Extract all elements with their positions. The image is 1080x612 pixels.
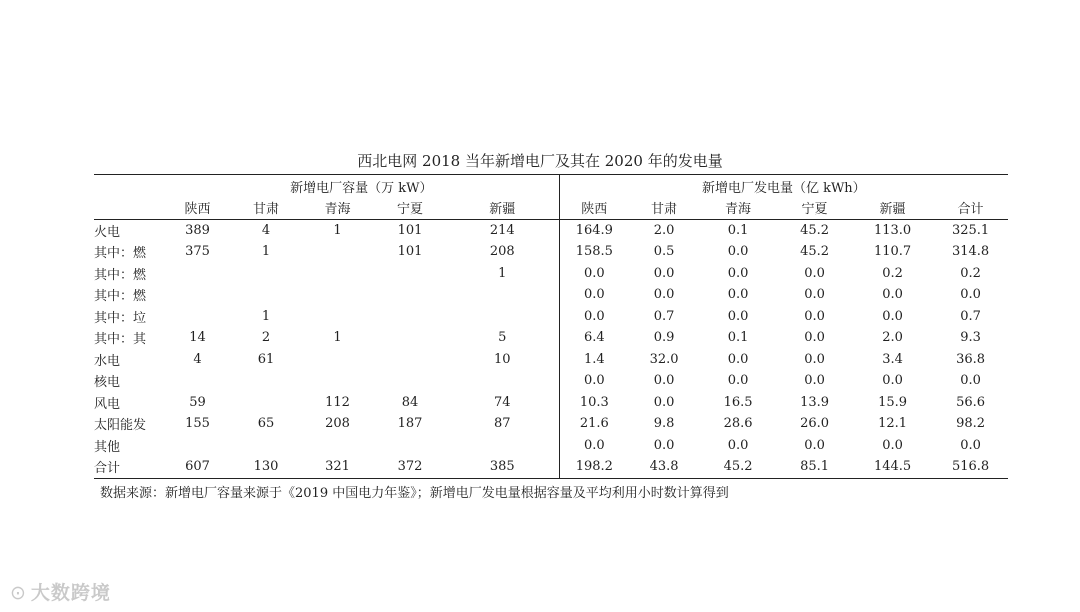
capacity-column-header: 甘肃	[231, 197, 301, 219]
capacity-cell: 4	[193, 351, 202, 367]
generation-cell: 0.0	[804, 308, 825, 324]
capacity-cell: 2	[261, 330, 271, 346]
capacity-column-header: 新疆	[446, 197, 559, 219]
generation-cell: 0.0	[804, 373, 825, 389]
table-row	[94, 284, 1008, 306]
generation-cell: 0.0	[559, 306, 629, 328]
capacity-cell: 61	[257, 351, 275, 367]
row-label: 水电	[94, 353, 121, 369]
generation-cell: 0.0	[882, 308, 903, 324]
generation-cell: 13.9	[800, 394, 830, 410]
generation-cell: 0.0	[653, 394, 675, 410]
capacity-cell: 101	[397, 244, 423, 260]
row-label: 火电	[94, 224, 121, 240]
generation-cell: 0.0	[727, 308, 749, 324]
watermark	[10, 578, 111, 605]
capacity-cell: 4	[261, 222, 271, 238]
capacity-cell: 155	[185, 416, 210, 432]
table-row	[94, 370, 1008, 392]
capacity-cell	[301, 241, 374, 263]
capacity-cell	[231, 263, 301, 285]
capacity-cell	[301, 435, 374, 457]
generation-cell: 0.0	[727, 437, 749, 453]
generation-cell: 144.5	[852, 456, 933, 478]
generation-total-cell: 0.0	[960, 373, 981, 389]
watermark-text: 大数跨境	[30, 582, 111, 604]
capacity-cell: 607	[164, 456, 231, 478]
generation-cell: 0.0	[559, 370, 629, 392]
generation-cell: 0.0	[804, 437, 825, 453]
capacity-cell	[446, 284, 559, 306]
generation-column-header: 合计	[933, 197, 1008, 219]
capacity-cell: 208	[489, 244, 515, 260]
generation-total-cell: 36.8	[956, 351, 986, 367]
generation-total-cell: 98.2	[956, 416, 986, 432]
capacity-column-header: 宁夏	[374, 197, 446, 219]
header-empty-cell	[94, 175, 164, 198]
generation-cell: 45.2	[800, 222, 830, 238]
capacity-cell: 59	[189, 394, 206, 410]
capacity-cell: 65	[257, 416, 275, 432]
generation-cell: 28.6	[723, 416, 753, 432]
header-empty-cell	[94, 197, 164, 219]
generation-cell: 45.2	[800, 244, 830, 260]
generation-total-cell: 0.7	[960, 308, 981, 324]
generation-cell: 0.0	[882, 373, 903, 389]
generation-cell: 0.0	[653, 265, 675, 281]
generation-cell: 0.0	[653, 287, 675, 303]
capacity-cell	[164, 284, 231, 306]
capacity-cell	[301, 370, 374, 392]
generation-cell: 0.0	[559, 284, 629, 306]
capacity-group-header: 新增电厂容量（万 kW）	[164, 175, 559, 198]
capacity-cell: 1	[498, 265, 507, 281]
generation-cell: 32.0	[649, 351, 679, 367]
generation-total-cell: 516.8	[933, 456, 1008, 478]
capacity-cell	[231, 392, 301, 414]
generation-total-cell: 0.0	[960, 287, 981, 303]
capacity-cell	[164, 435, 231, 457]
capacity-cell	[301, 306, 374, 328]
capacity-cell	[446, 435, 559, 457]
capacity-cell	[374, 284, 446, 306]
row-label: 其中：燃	[94, 267, 147, 283]
capacity-cell: 74	[494, 394, 511, 410]
generation-cell: 26.0	[800, 416, 830, 432]
generation-cell: 15.9	[878, 394, 908, 410]
generation-cell: 0.0	[727, 244, 749, 260]
generation-cell: 198.2	[559, 456, 629, 478]
generation-cell: 0.0	[882, 287, 903, 303]
generation-total-cell: 56.6	[956, 394, 986, 410]
generation-cell: 0.0	[727, 351, 749, 367]
capacity-cell: 321	[301, 456, 374, 478]
capacity-cell: 1	[333, 222, 342, 238]
capacity-cell	[374, 370, 446, 392]
capacity-cell	[374, 349, 446, 371]
generation-cell: 164.9	[559, 219, 629, 241]
generation-cell: 6.4	[559, 327, 629, 349]
row-label: 其中：燃	[94, 246, 147, 262]
generation-total-cell: 0.2	[960, 265, 981, 281]
generation-total-cell: 0.0	[960, 437, 981, 453]
capacity-cell	[164, 263, 231, 285]
row-label: 其中：其	[94, 332, 147, 348]
capacity-cell: 1	[333, 330, 342, 346]
generation-cell: 110.7	[873, 244, 912, 260]
table-row	[94, 413, 1008, 435]
generation-cell: 0.0	[804, 330, 825, 346]
capacity-cell	[301, 263, 374, 285]
header-group-row	[94, 175, 1008, 198]
row-label: 合计	[94, 456, 164, 478]
capacity-cell	[164, 370, 231, 392]
capacity-cell	[164, 306, 231, 328]
generation-group-header: 新增电厂发电量（亿 kWh）	[559, 175, 1008, 198]
row-label: 核电	[94, 375, 121, 391]
capacity-cell: 187	[397, 416, 423, 432]
generation-cell: 10.3	[559, 392, 629, 414]
row-label: 其中：垃	[94, 310, 147, 326]
generation-cell: 0.0	[653, 437, 675, 453]
table-body	[94, 219, 1008, 478]
generation-cell: 0.0	[559, 263, 629, 285]
capacity-cell: 372	[374, 456, 446, 478]
table-row	[94, 241, 1008, 263]
generation-column-header: 新疆	[852, 197, 933, 219]
generation-cell: 2.0	[882, 330, 903, 346]
generation-cell: 3.4	[882, 351, 903, 367]
circle-logo-icon: ⊙	[10, 582, 27, 604]
capacity-cell: 87	[494, 416, 511, 432]
table-header	[94, 175, 1008, 220]
generation-cell: 0.0	[727, 287, 749, 303]
power-table	[94, 174, 1008, 479]
generation-column-header: 陕西	[559, 197, 629, 219]
generation-cell: 0.0	[727, 373, 749, 389]
capacity-cell	[374, 263, 446, 285]
capacity-cell: 14	[189, 330, 206, 346]
capacity-cell: 385	[446, 456, 559, 478]
capacity-cell	[301, 284, 374, 306]
header-column-row	[94, 197, 1008, 219]
capacity-cell	[374, 306, 446, 328]
generation-cell: 2.0	[653, 222, 675, 238]
capacity-cell	[374, 327, 446, 349]
generation-cell: 9.8	[653, 416, 675, 432]
capacity-cell: 10	[494, 351, 511, 367]
generation-cell: 158.5	[559, 241, 629, 263]
source-note: 数据来源：新增电厂容量来源于《2019 中国电力年鉴》；新增电厂发电量根据容量及平均利用小时数计算得到	[100, 486, 729, 501]
table-row	[94, 327, 1008, 349]
generation-cell: 45.2	[699, 456, 777, 478]
generation-cell: 21.6	[559, 413, 629, 435]
capacity-cell	[231, 370, 301, 392]
generation-column-header: 甘肃	[629, 197, 699, 219]
generation-cell: 0.0	[804, 287, 825, 303]
generation-cell: 0.0	[804, 351, 825, 367]
table-row	[94, 219, 1008, 241]
generation-cell: 12.1	[878, 416, 908, 432]
generation-cell: 1.4	[559, 349, 629, 371]
capacity-cell: 375	[185, 244, 210, 260]
generation-cell: 16.5	[723, 394, 753, 410]
generation-column-header: 青海	[699, 197, 777, 219]
capacity-cell	[446, 370, 559, 392]
capacity-cell: 84	[401, 394, 419, 410]
table-title: 西北电网 2018 当年新增电厂及其在 2020 年的发电量	[357, 152, 723, 170]
capacity-cell: 130	[231, 456, 301, 478]
row-label: 太阳能发	[94, 418, 147, 434]
generation-cell: 43.8	[629, 456, 699, 478]
row-label: 风电	[94, 396, 121, 412]
table-row	[94, 306, 1008, 328]
capacity-cell: 101	[397, 222, 423, 238]
row-label: 其中：燃	[94, 289, 147, 305]
capacity-cell	[446, 306, 559, 328]
capacity-cell: 214	[489, 222, 515, 238]
capacity-cell: 389	[185, 222, 210, 238]
generation-total-cell: 314.8	[951, 244, 990, 260]
generation-cell: 0.0	[804, 265, 825, 281]
capacity-column-header: 青海	[301, 197, 374, 219]
capacity-cell: 112	[325, 394, 350, 410]
generation-cell: 0.0	[727, 265, 749, 281]
generation-cell: 85.1	[777, 456, 852, 478]
generation-cell: 0.0	[559, 435, 629, 457]
generation-cell: 0.0	[882, 437, 903, 453]
capacity-cell	[231, 284, 301, 306]
generation-column-header: 宁夏	[777, 197, 852, 219]
table-row	[94, 435, 1008, 457]
generation-cell: 0.1	[727, 330, 749, 346]
generation-cell: 0.1	[727, 222, 749, 238]
capacity-cell	[374, 435, 446, 457]
capacity-cell: 5	[498, 330, 507, 346]
table-row	[94, 456, 1008, 478]
row-label: 其他	[94, 439, 121, 455]
generation-cell: 0.2	[882, 265, 903, 281]
generation-total-cell: 325.1	[951, 222, 990, 238]
table-row	[94, 349, 1008, 371]
capacity-cell	[301, 349, 374, 371]
generation-cell: 0.9	[653, 330, 675, 346]
table-row	[94, 392, 1008, 414]
table-row	[94, 263, 1008, 285]
generation-cell: 0.5	[653, 244, 675, 260]
capacity-cell	[231, 435, 301, 457]
capacity-cell: 208	[325, 416, 350, 432]
generation-cell: 0.7	[653, 308, 675, 324]
capacity-cell: 1	[261, 244, 271, 260]
generation-cell: 113.0	[873, 222, 912, 238]
capacity-cell: 1	[261, 308, 271, 324]
generation-cell: 0.0	[653, 373, 675, 389]
capacity-column-header: 陕西	[164, 197, 231, 219]
generation-total-cell: 9.3	[960, 330, 981, 346]
